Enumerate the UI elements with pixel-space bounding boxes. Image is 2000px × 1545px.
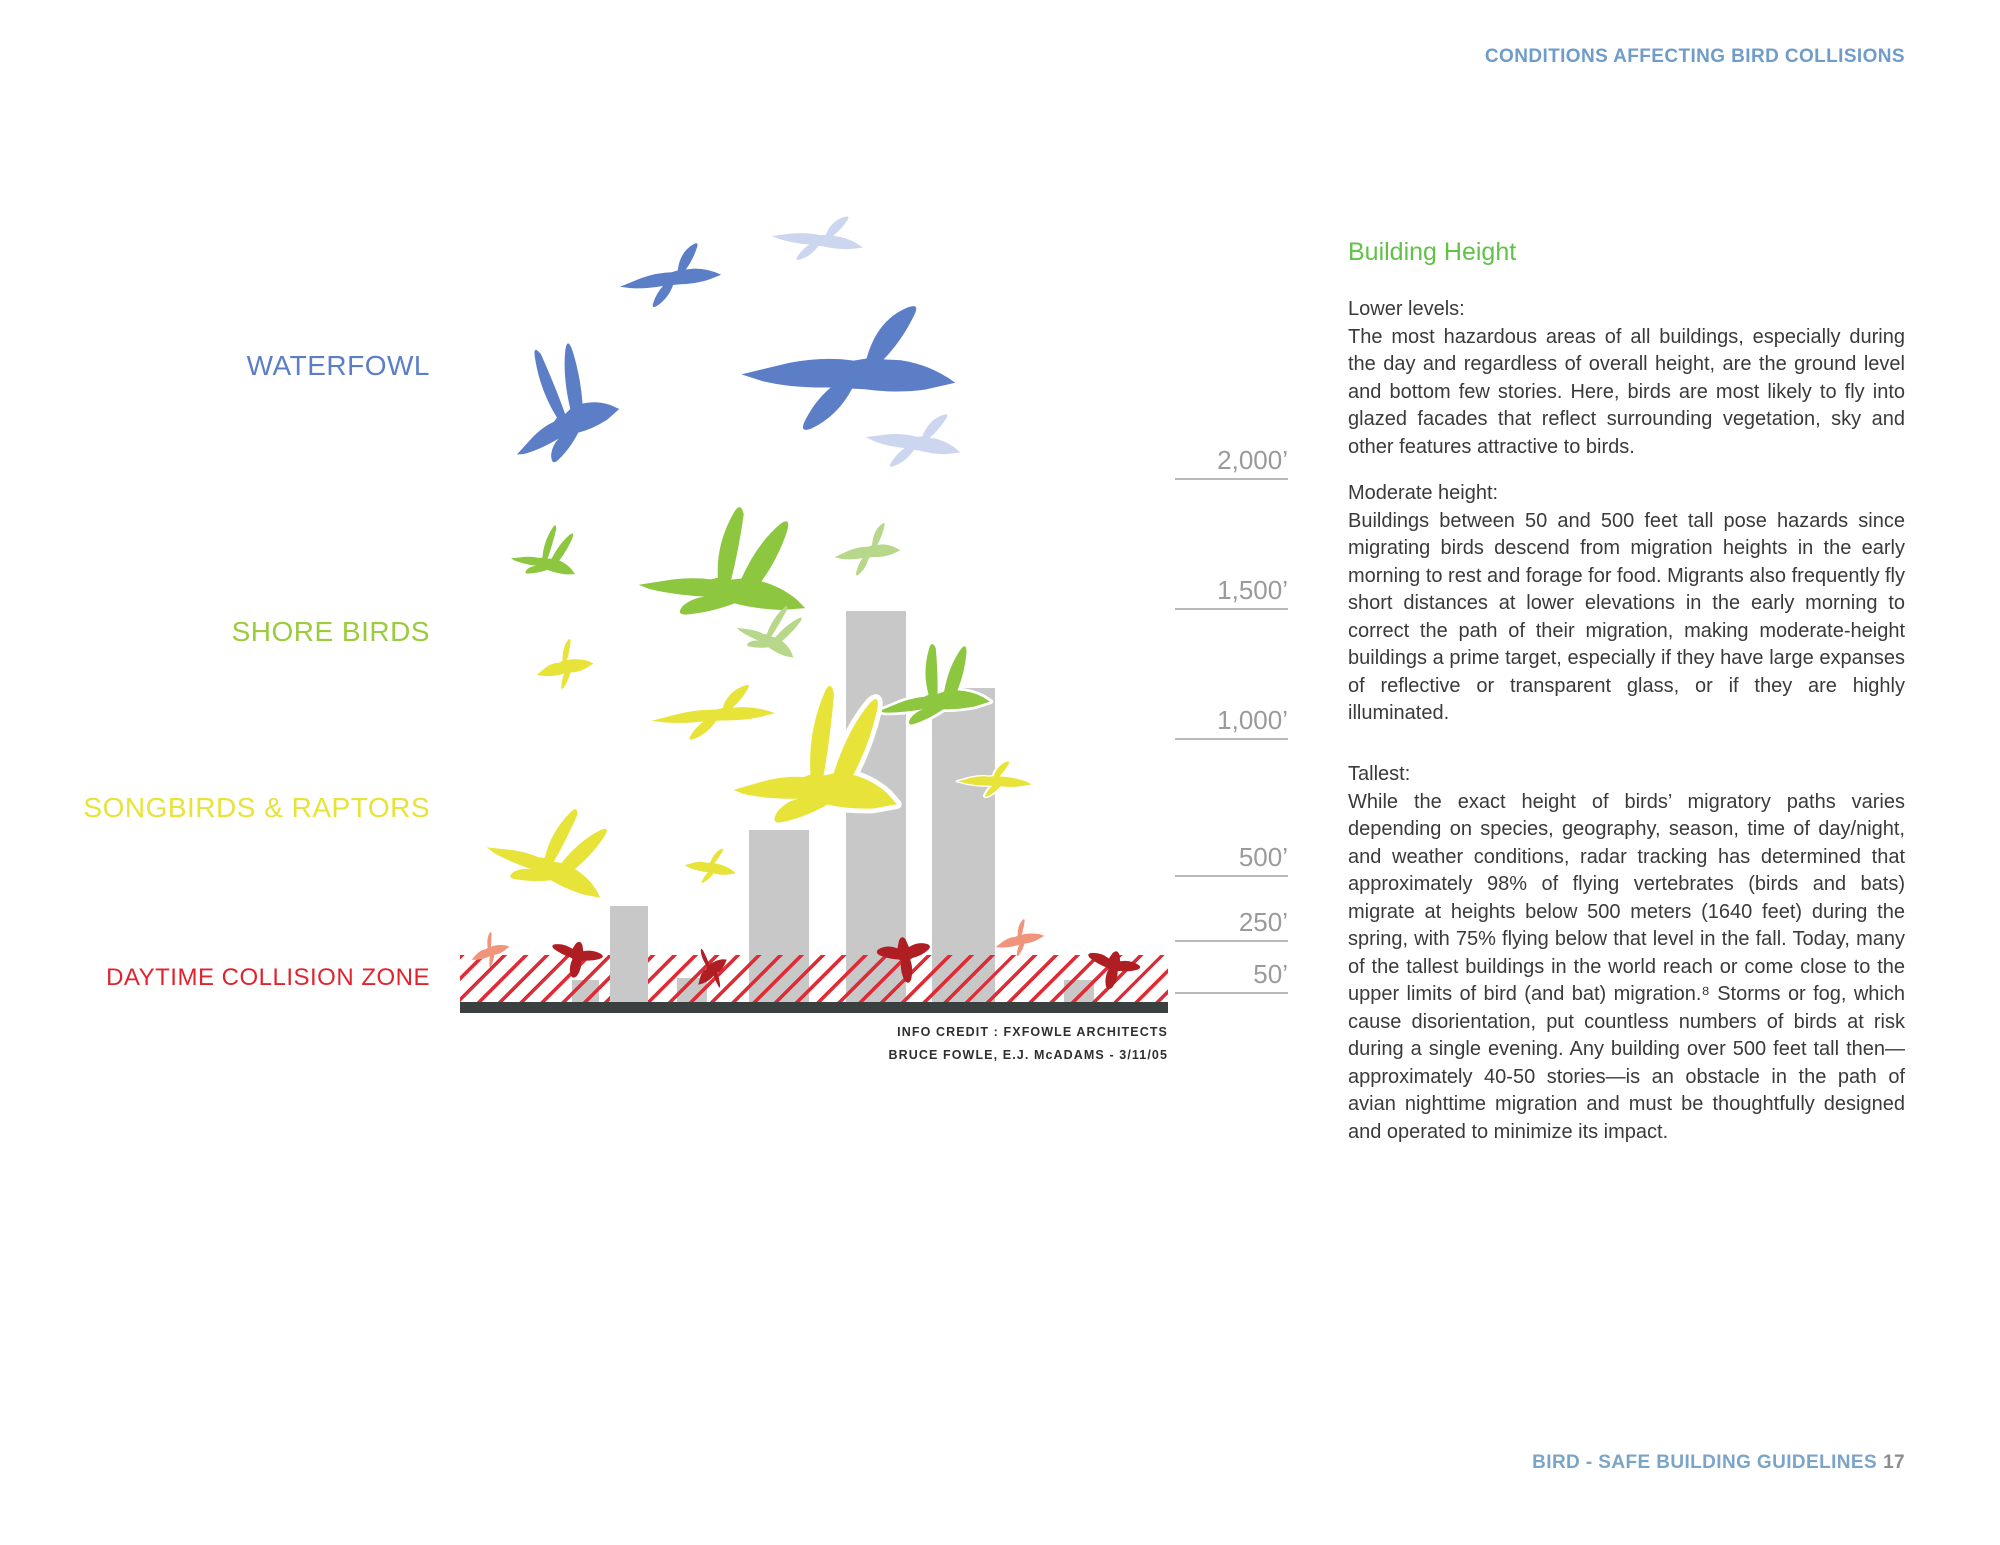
footer-title: BIRD - SAFE BUILDING GUIDELINES <box>1532 1452 1878 1473</box>
songbirds-raptors-label: SONGBIRDS & RAPTORS <box>83 792 430 823</box>
section-label: Lower levels: <box>1348 298 1465 320</box>
section-label: Moderate height: <box>1348 482 1499 504</box>
section-text: While the exact height of birds’ migratory paths varies depending on species, geography, season, time of day/night, and weather conditions, radar tracking has determined that approximately 98% of flying vertebrates (birds and bats) migrate at heights below 500 meters (1640 feet) during the spring, with 75% flying below that level in the fall. Today, many of the tallest buildings in the world reach or come close to the upper limits of bird (and bat) migration.⁸ Storms or fog, which cause disorientation, put countless numbers of birds at risk during a single evening. Any building over 500 feet tall then—approximately 40-50 stories—is an obstacle in the path of avian nighttime migration and must be thoughtfully designed and operated to minimize its impact. <box>1348 790 1905 1143</box>
page-header: CONDITIONS AFFECTING BIRD COLLISIONS <box>1484 46 1905 67</box>
info-credit-line2: BRUCE FOWLE, E.J. McADAMS - 3/11/05 <box>888 1048 1168 1062</box>
section-text: Buildings between 50 and 500 feet tall pose hazards since migrating birds descend from migration heights in the early morning to rest and forage for food. Migrants also frequently fly short distances at lower elevations in the early morning to correct the path of their migration, making moderate-height buildings a prime target, especially if they have large expanses of reflective or transparent glass, or if they are highly illuminated. <box>1348 509 1905 724</box>
section-text: The most hazardous areas of all buildings, especially during the day and regardless of overall height, are the ground level and bottom few stories. Here, birds are most likely to fly into glazed facades that reflect surrounding vegetation, sky and other features attractive to birds. <box>1348 325 1905 458</box>
section-moderate-height <box>1348 480 1905 728</box>
scale-tick-label: 500’ <box>1238 842 1288 872</box>
scale-tick-label: 1,500’ <box>1217 575 1288 605</box>
section-tallest <box>1348 761 1905 1146</box>
waterfowl-label: WATERFOWL <box>246 350 430 381</box>
page-number: 17 <box>1883 1452 1905 1473</box>
daytime-collision-zone-label: DAYTIME COLLISION ZONE <box>106 964 430 991</box>
section-label: Tallest: <box>1348 763 1411 785</box>
scale-tick-label: 1,000’ <box>1217 705 1288 735</box>
scale-tick-label: 2,000’ <box>1217 445 1288 475</box>
section-lower-levels <box>1348 296 1905 461</box>
info-credit-line1: INFO CREDIT : FXFOWLE ARCHITECTS <box>897 1025 1168 1039</box>
scale-tick-label: 250’ <box>1238 907 1288 937</box>
article-heading: Building Height <box>1348 238 1517 266</box>
page-footer <box>1532 1452 1905 1474</box>
shore-birds-label: SHORE BIRDS <box>231 616 430 647</box>
scale-tick-label: 50’ <box>1253 959 1288 989</box>
